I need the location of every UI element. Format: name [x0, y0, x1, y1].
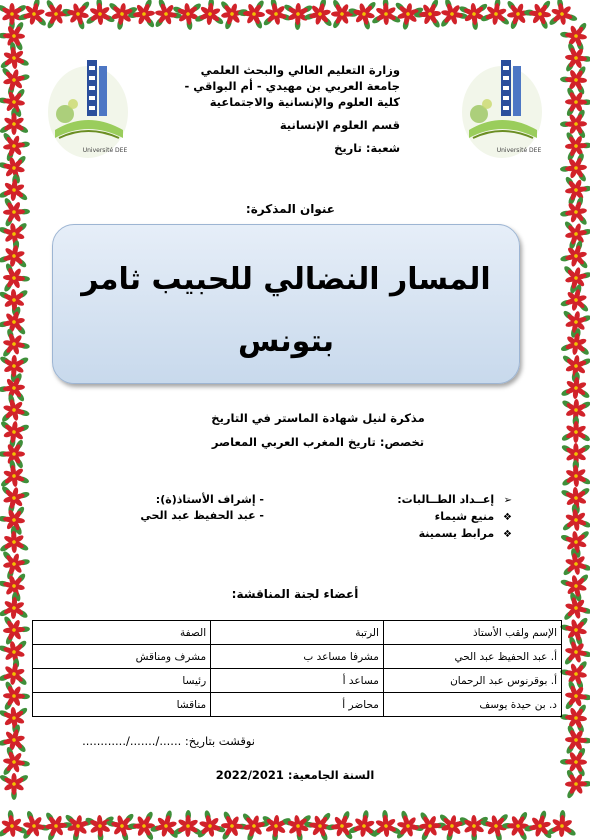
- flower-icon: [321, 0, 361, 35]
- flower-icon: [557, 107, 590, 146]
- flower-icon: [44, 809, 74, 840]
- thesis-title-line-2: بتونس: [238, 324, 334, 359]
- flower-icon: [0, 633, 29, 670]
- prepared-by-label: ➢ إعــداد الطــالبات:: [352, 492, 512, 509]
- cell-name: أ. بوقرنوس عبد الرحمان: [383, 669, 561, 693]
- jury-table: [32, 620, 562, 717]
- cell-rank: مساعد أ: [211, 669, 384, 693]
- flower-icon: [0, 326, 33, 366]
- flower-icon: [212, 0, 250, 34]
- table-row: [33, 669, 562, 693]
- flower-icon: [195, 808, 230, 840]
- flower-icon: [554, 168, 590, 208]
- flower-icon: [103, 804, 144, 840]
- flower-icon: [388, 806, 426, 840]
- flower-icon: [560, 398, 590, 427]
- thesis-title-box: [52, 224, 520, 384]
- flower-icon: [324, 805, 363, 840]
- flower-icon: [364, 807, 404, 840]
- flower-icon: [565, 87, 590, 118]
- flower-icon: [393, 0, 428, 32]
- flower-icon: [505, 0, 536, 31]
- flower-icon: [170, 0, 210, 33]
- flower-icon: [557, 589, 590, 623]
- thesis-title-line-1: المسار النضالي للحبيب ثامر: [81, 262, 491, 297]
- flower-icon: [0, 257, 33, 295]
- student-name: ❖ منيع شيماء: [352, 509, 512, 526]
- cell-name: أ. عبد الحفيظ عبد الحي: [383, 645, 561, 669]
- flower-icon: [281, 0, 319, 33]
- flower-icon: [370, 0, 401, 26]
- flower-icon: [559, 326, 590, 357]
- flower-icon: [260, 805, 297, 840]
- flower-icon: [258, 0, 293, 28]
- flower-icon: [453, 0, 490, 32]
- flower-icon: [173, 810, 204, 838]
- cell-rank: مشرفا مساعد ب: [211, 645, 384, 669]
- university-logo-left: [45, 52, 131, 160]
- university-logo-right: [459, 52, 545, 160]
- flower-icon: [0, 741, 32, 777]
- column-header-role: الصفة: [33, 621, 211, 645]
- flower-icon: [60, 812, 95, 840]
- flower-icon: [559, 701, 589, 734]
- flower-icon: [554, 300, 590, 341]
- flower-icon: [411, 0, 451, 36]
- discussion-date: نوقشت بتاريخ: ....../......./............: [82, 734, 255, 748]
- flower-icon: [79, 805, 117, 840]
- ministry-name: وزارة التعليم العالي والبحث العلمي: [200, 63, 400, 77]
- flower-icon: [0, 763, 35, 803]
- flower-icon: [301, 0, 342, 36]
- flower-icon: [281, 813, 315, 840]
- table-header-row: [33, 621, 562, 645]
- flower-icon: [560, 346, 590, 385]
- cell-rank: محاضر أ: [211, 693, 384, 717]
- flower-icon: [559, 152, 589, 185]
- flower-icon: [562, 635, 590, 670]
- flower-icon: [0, 564, 36, 604]
- flower-icon: [35, 0, 75, 31]
- university-name: جامعة العربي بن مهيدي - أم البواقي -: [184, 79, 400, 93]
- flower-icon: [418, 810, 447, 840]
- flower-icon: [104, 1, 139, 33]
- degree-info: [40, 410, 550, 451]
- flower-icon: [0, 39, 32, 80]
- flower-icon: [557, 238, 590, 279]
- diamond-bullet-icon: ❖: [503, 529, 512, 540]
- svg-text:Université DEE: Université DEE: [82, 147, 128, 154]
- flower-icon: [0, 105, 35, 145]
- supervision: [94, 492, 264, 524]
- flower-icon: [237, 0, 266, 30]
- flower-icon: [0, 705, 31, 735]
- flower-icon: [430, 0, 471, 36]
- flower-icon: [302, 809, 333, 840]
- column-header-rank: الرتبة: [211, 621, 384, 645]
- branch-name: شعبة: تاريخ: [334, 141, 400, 155]
- cell-role: مناقشا: [33, 693, 211, 717]
- flower-icon: [14, 0, 48, 33]
- flower-icon: [555, 37, 590, 74]
- flower-icon: [560, 459, 590, 488]
- flower-icon: [0, 439, 25, 470]
- column-header-name: الإسم ولقب الأستاذ: [383, 621, 561, 645]
- flower-icon: [565, 768, 590, 799]
- specialization: تخصص: تاريخ المغرب العربي المعاصر: [211, 435, 425, 449]
- flower-icon: [0, 149, 28, 185]
- flower-icon: [125, 809, 165, 840]
- flower-icon: [0, 304, 36, 344]
- flower-icon: [0, 58, 33, 99]
- flower-icon: [0, 613, 33, 651]
- flower-icon: [0, 3, 27, 30]
- flower-icon: [0, 19, 35, 57]
- flower-icon: [558, 369, 590, 409]
- flower-icon: [555, 433, 590, 473]
- university-logo-icon: [459, 52, 545, 160]
- flower-icon: [557, 740, 590, 779]
- flower-icon: [232, 804, 273, 840]
- committee-title: أعضاء لجنة المناقشة:: [231, 587, 359, 601]
- flower-icon: [0, 392, 34, 429]
- flower-icon: [453, 805, 491, 840]
- flower-icon: [2, 196, 30, 227]
- cell-role: رئيسا: [33, 669, 211, 693]
- flower-icon: [558, 19, 589, 53]
- flower-icon: [0, 238, 29, 275]
- flower-icon: [558, 658, 590, 694]
- flower-icon: [192, 0, 232, 36]
- flower-icon: [146, 0, 184, 30]
- university-logo-icon: [45, 52, 131, 160]
- flower-icon: [521, 809, 554, 840]
- svg-text:Université DEE: Université DEE: [496, 147, 542, 154]
- flower-icon: [0, 523, 31, 563]
- flower-icon: [59, 0, 100, 32]
- flower-icon: [560, 502, 590, 541]
- flower-icon: [14, 806, 52, 840]
- supervisor-label: - إشراف الأستاذ(ة):: [155, 493, 264, 506]
- flower-icon: [555, 129, 590, 167]
- flower-icon: [0, 479, 34, 516]
- table-row: [33, 645, 562, 669]
- flower-icon: [557, 608, 590, 649]
- flower-icon: [0, 458, 31, 489]
- arrow-bullet-icon: ➢: [503, 495, 512, 506]
- flower-icon: [555, 719, 590, 757]
- flower-icon: [0, 723, 28, 759]
- flower-icon: [0, 130, 32, 166]
- flower-icon: [147, 808, 181, 840]
- flower-icon: [522, 0, 561, 35]
- diamond-bullet-icon: ❖: [503, 512, 512, 523]
- flower-icon: [0, 542, 33, 582]
- flower-icon: [559, 529, 590, 560]
- flower-icon: [558, 192, 590, 228]
- flower-icon: [0, 656, 32, 688]
- flower-icon: [83, 0, 121, 35]
- flower-icon: [2, 680, 30, 711]
- flower-icon: [479, 0, 513, 27]
- flower-icon: [558, 476, 590, 516]
- flower-icon: [0, 504, 34, 541]
- flower-icon: [562, 216, 590, 251]
- flower-icon: [346, 807, 386, 840]
- department-name: قسم العلوم الإنسانية: [279, 118, 400, 132]
- flower-icon: [0, 589, 36, 629]
- flower-icon: [554, 545, 590, 586]
- flower-icon: [477, 804, 518, 840]
- flower-icon: [555, 413, 590, 453]
- cell-name: د. بن حيدة يوسف: [383, 693, 561, 717]
- cover-page: [40, 40, 557, 800]
- cell-role: مشرف ومناقش: [33, 645, 211, 669]
- flower-icon: [0, 221, 32, 253]
- flower-icon: [499, 809, 539, 840]
- institution-header: [160, 62, 400, 156]
- flower-icon: [0, 278, 36, 318]
- academic-year: السنة الجامعية: 2022/2021: [215, 768, 375, 782]
- faculty-name: كلية العلوم والإنسانية والاجتماعية: [209, 95, 400, 109]
- flower-icon: [546, 809, 578, 838]
- flower-icon: [0, 345, 31, 385]
- degree-statement: مذكرة لنيل شهادة الماستر في التاريخ: [211, 411, 425, 425]
- flower-icon: [557, 58, 590, 97]
- thesis-title-label: عنوان المذكرة:: [245, 202, 335, 216]
- flower-icon: [0, 419, 31, 450]
- flower-icon: [556, 567, 590, 604]
- flower-icon: [0, 172, 31, 202]
- flower-icon: [345, 0, 379, 31]
- flower-icon: [0, 80, 36, 120]
- flower-icon: [556, 282, 590, 319]
- flower-icon: [434, 812, 470, 840]
- table-row: [33, 693, 562, 717]
- flower-icon: [210, 808, 250, 840]
- flower-icon: [557, 263, 590, 297]
- flower-icon: [126, 0, 156, 31]
- flower-icon: [0, 807, 30, 840]
- flower-icon: [0, 367, 34, 404]
- flower-icon: [540, 0, 580, 36]
- student-name: ❖ مرابط يسمينة: [352, 526, 512, 543]
- supervisor-name: - عبد الحفيظ عبد الحي: [140, 509, 264, 522]
- prepared-by: [352, 492, 512, 543]
